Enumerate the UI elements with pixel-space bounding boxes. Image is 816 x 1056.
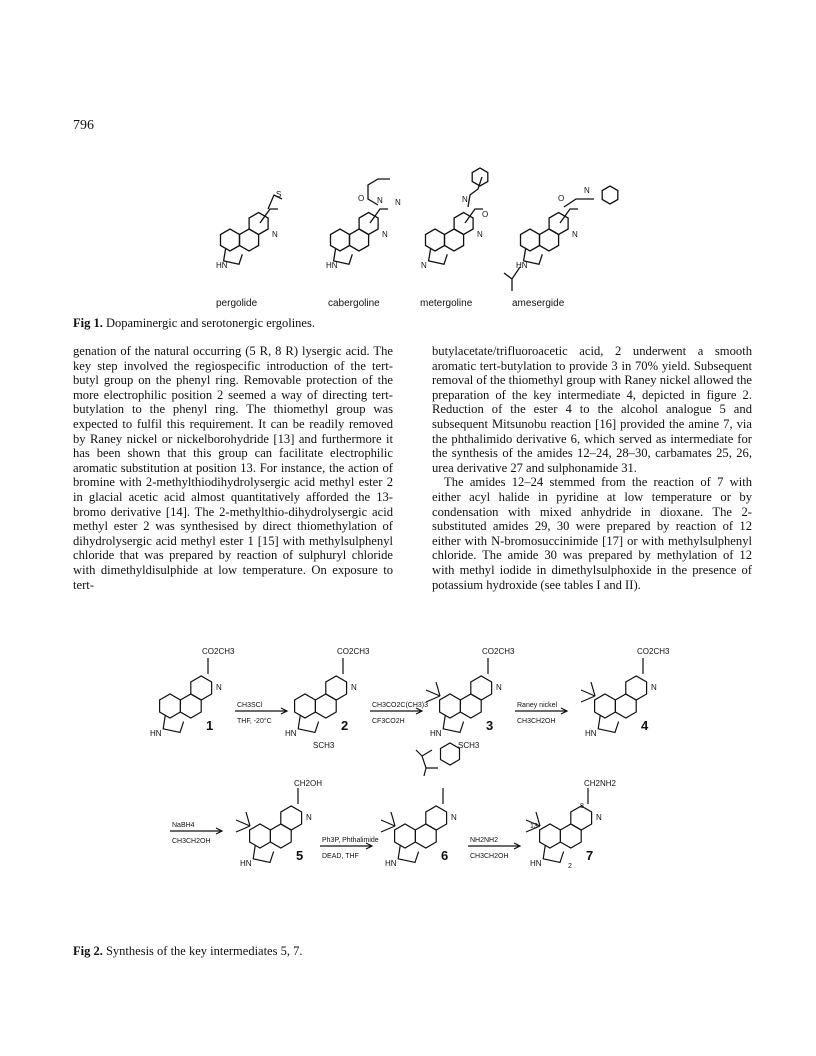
- fig2-compound-3-hn-label: HN: [430, 729, 442, 738]
- label-pergolide: pergolide: [216, 298, 258, 309]
- fig1-metergoline-o-label: O: [482, 210, 489, 219]
- fig2-compound-1-hn-label: HN: [150, 729, 162, 738]
- fig2-compound-4-n-label: N: [651, 683, 657, 692]
- figure-2-caption-label: Fig 2.: [73, 944, 103, 958]
- fig2-compound-5-tert-butyl: [236, 812, 250, 832]
- fig1-amesergide-hn-label: HN: [516, 261, 528, 270]
- figure-1-caption-label: Fig 1.: [73, 316, 103, 330]
- fig2-compound-7-pos8-label: 8: [580, 803, 584, 810]
- fig1-cabergoline-n-label: N: [377, 196, 383, 205]
- label-metergoline: metergoline: [420, 298, 473, 309]
- fig1-metergoline-carbamate: [468, 177, 482, 207]
- fig1-pergolide-side-chain: [260, 209, 278, 223]
- fig2-compound-1-ring-d: [191, 676, 212, 700]
- figure-2-caption: [73, 944, 302, 959]
- fig1-cabergoline-o-label: O: [358, 194, 365, 203]
- fig2-compound-2-ring-d: [326, 676, 347, 700]
- fig2-compound-5-hn-label: HN: [240, 859, 252, 868]
- figure-1-structures: [180, 155, 660, 305]
- fig2-compound-7-number: 7: [586, 848, 594, 863]
- fig2-compound-7-hn-label: HN: [530, 859, 542, 868]
- fig1-pergolide-n-label: N: [272, 230, 278, 239]
- fig1-cabergoline-n2-label: N: [395, 198, 401, 207]
- fig1-cabergoline-n-label: N: [382, 230, 388, 239]
- label-cabergoline: cabergoline: [328, 298, 380, 309]
- fig2-compound-2-hn-label: HN: [285, 729, 297, 738]
- fig2-compound-1-n-label: N: [216, 683, 222, 692]
- fig2-compound-4-pyrrole: [598, 716, 618, 733]
- fig2-compound-3-n-label: N: [496, 683, 502, 692]
- fig2-compound-6-hn-label: HN: [385, 859, 397, 868]
- label-amesergide: amesergide: [512, 298, 565, 309]
- fig1-pergolide-s-label: S: [276, 190, 282, 199]
- fig1-metergoline-n-label: N: [462, 195, 468, 204]
- fig1-cabergoline-benzene-ring: [331, 229, 350, 251]
- fig2-compound-6-ring-d: [426, 806, 447, 830]
- fig2-reagent-bottom-5: DEAD, THF: [322, 853, 359, 860]
- fig2-compound-4-hn-label: HN: [585, 729, 597, 738]
- fig1-amesergide-side-chain: [560, 209, 578, 223]
- fig1-amesergide-benzene-ring: [521, 229, 540, 251]
- fig1-pergolide-hn-label: HN: [216, 261, 228, 270]
- fig2-compound-1-benzene-ring: [160, 694, 181, 718]
- fig2-compound-4-ring-d: [626, 676, 647, 700]
- fig2-compound-2-ester-label: CO2CH3: [337, 647, 370, 656]
- fig1-amesergide-amide: [564, 199, 594, 207]
- fig2-compound-3-number: 3: [486, 718, 494, 733]
- fig2-compound-7-amine-label: CH2NH2: [584, 779, 617, 788]
- fig1-amesergide-n-label: N: [584, 186, 590, 195]
- figure-1-caption-text: Dopaminergic and serotonergic ergolines.: [102, 316, 315, 330]
- fig2-reagent-bottom-6: CH3CH2OH: [470, 853, 509, 860]
- figure-1-labels: [170, 298, 670, 312]
- fig1-metergoline-pyrrole: [429, 249, 448, 264]
- fig2-reagent-bottom-2: CF3CO2H: [372, 718, 405, 725]
- fig2-compound-6-pyrrole: [398, 846, 418, 863]
- fig1-pergolide-benzene-ring: [221, 229, 240, 251]
- fig2-compound-5-n-label: N: [306, 813, 312, 822]
- fig1-cabergoline-hn-label: HN: [326, 261, 338, 270]
- fig2-compound-2-n-label: N: [351, 683, 357, 692]
- fig2-compound-6-imide-ring: [416, 750, 438, 776]
- fig2-reagent-bottom-4: CH3CH2OH: [172, 838, 211, 845]
- fig1-amesergide-n-label: N: [572, 230, 578, 239]
- fig2-compound-5-ring-d: [281, 806, 302, 830]
- fig2-compound-3-tert-butyl: [426, 682, 440, 702]
- fig2-compound-7-benzene-ring: [540, 824, 561, 848]
- fig1-metergoline-hn-label: N: [421, 261, 427, 270]
- fig2-compound-2-sch3-label: SCH3: [313, 741, 335, 750]
- fig2-reagent-top-4: NaBH4: [172, 822, 195, 829]
- fig2-reagent-top-1: CH3SCl: [237, 702, 263, 709]
- fig2-compound-4-number: 4: [641, 718, 649, 733]
- left-column: [73, 344, 393, 592]
- fig2-compound-5-benzene-ring: [250, 824, 271, 848]
- fig2-reagent-bottom-3: CH3CH2OH: [517, 718, 556, 725]
- fig2-compound-4-ester-label: CO2CH3: [637, 647, 670, 656]
- page-number: 796: [73, 118, 94, 133]
- right-column: [432, 344, 752, 592]
- fig2-compound-1-pyrrole: [163, 716, 183, 733]
- right-paragraph-2: The amides 12–24 stemmed from the reaction of 7 with either acyl halide in pyridine at low temperature or by condensation with mixed anhydride in dioxane. The 2-substituted amides 29, 30 were prepared by reaction of 12 either with N-bromosuccinimide [17] or with methylsulphenyl chloride. The amide 30 was prepared by methylation of 12 with methyl iodide in dimethylsulphoxide in the presence of potassium hydroxide (see tables I and II).: [432, 475, 752, 592]
- left-paragraph: genation of the natural occurring (5 R, 8 R) lysergic acid. The key step involved the regiospecific introduction of the tert-butyl group on the phenyl ring. Removable protection of the more electrophilic position 2 seemed a way of directing tert-butylation to the phenyl ring. The thiomethyl group was expected to fulfil this requirement. It can be readily removed by Raney nickel or nickelborohydride [13] and furthermore it has been shown that this group can facilitate electrophilic aromatic substitution at position 13. For instance, the action of bromine with 2-methylthiodihydrolysergic acid methyl ester 2 in glacial acetic acid almost quantitatively afforded the 13-bromo derivative [14]. The 2-methylthio-dihydrolysergic acid methyl ester 2 was synthesised by direct thiomethylation of dihydrolysergic acid methyl ester 1 [15] with methylsulphenyl chloride that was prepared by reaction of sulphuryl chloride with dimethyldisulphide at low temperature. On exposure to tert-: [73, 344, 393, 592]
- fig2-reagent-top-5: Ph3P, Phthalimide: [322, 837, 379, 844]
- fig2-compound-1-number: 1: [206, 718, 214, 733]
- fig2-compound-6-benzene-ring: [395, 824, 416, 848]
- fig2-compound-4-tert-butyl: [581, 682, 595, 702]
- fig2-compound-6-number: 6: [441, 848, 449, 863]
- fig2-compound-2-benzene-ring: [295, 694, 316, 718]
- fig2-compound-5-pyrrole: [253, 846, 273, 863]
- fig2-reagent-top-3: Raney nickel: [517, 702, 558, 709]
- fig2-compound-5-number: 5: [296, 848, 304, 863]
- fig2-compound-7-n-label: N: [596, 813, 602, 822]
- fig2-compound-6-phthalimide-benzene: [441, 743, 460, 765]
- fig2-compound-3-pyrrole: [443, 716, 463, 733]
- fig1-amesergide-cyclohexyl: [602, 186, 618, 204]
- figure-1-caption: [73, 316, 315, 331]
- fig2-compound-2-number: 2: [341, 718, 349, 733]
- fig2-compound-7-pyrrole: [543, 846, 563, 863]
- fig2-compound-6-tert-butyl: [381, 812, 395, 832]
- fig1-metergoline-side-chain: [465, 209, 483, 223]
- fig2-compound-5-alcohol-label: CH2OH: [294, 779, 323, 788]
- fig2-compound-3-ring-d: [471, 676, 492, 700]
- fig1-amesergide-o-label: O: [558, 194, 565, 203]
- fig2-compound-3-ester-label: CO2CH3: [482, 647, 515, 656]
- fig1-cabergoline-side-chain: [370, 209, 388, 223]
- fig2-compound-7-pos13-label: 13: [530, 823, 538, 830]
- figure-2-scheme: [150, 646, 690, 936]
- fig2-compound-3-sch3-label: SCH3: [458, 741, 480, 750]
- fig2-compound-3-benzene-ring: [440, 694, 461, 718]
- fig2-reagent-top-2: CH3CO2C(CH3)3: [372, 702, 429, 709]
- fig1-metergoline-n-label: N: [477, 230, 483, 239]
- fig2-reagent-top-6: NH2NH2: [470, 837, 499, 844]
- fig2-reagent-bottom-1: THF, -20°C: [237, 718, 272, 725]
- fig2-compound-6-n-label: N: [451, 813, 457, 822]
- right-paragraph-1: butylacetate/trifluoroacetic acid, 2 underwent a smooth aromatic tert-butylation to provide 3 in 70% yield. Subsequent removal of the thiomethyl group with Raney nickel allowed the preparation of the key intermediate 4, depicted in figure 2. Reduction of the ester 4 to the alcohol analogue 5 and subsequent Mitsunobu reaction [16] provided the amine 7, via the phthalimido derivative 6, which served as intermediate for the synthesis of the amides 12–24, 28–30, carbamates 25, 26, urea derivative 27 and sulphonamide 31.: [432, 344, 753, 475]
- fig2-compound-7-pos2-label: 2: [568, 863, 572, 870]
- fig2-compound-2-pyrrole: [298, 716, 318, 733]
- fig1-metergoline-benzene-ring: [426, 229, 445, 251]
- fig2-compound-4-benzene-ring: [595, 694, 616, 718]
- figure-2-caption-text: Synthesis of the key intermediates 5, 7.: [102, 944, 303, 958]
- fig1-amesergide-isopropyl: [504, 267, 520, 291]
- fig2-compound-1-ester-label: CO2CH3: [202, 647, 235, 656]
